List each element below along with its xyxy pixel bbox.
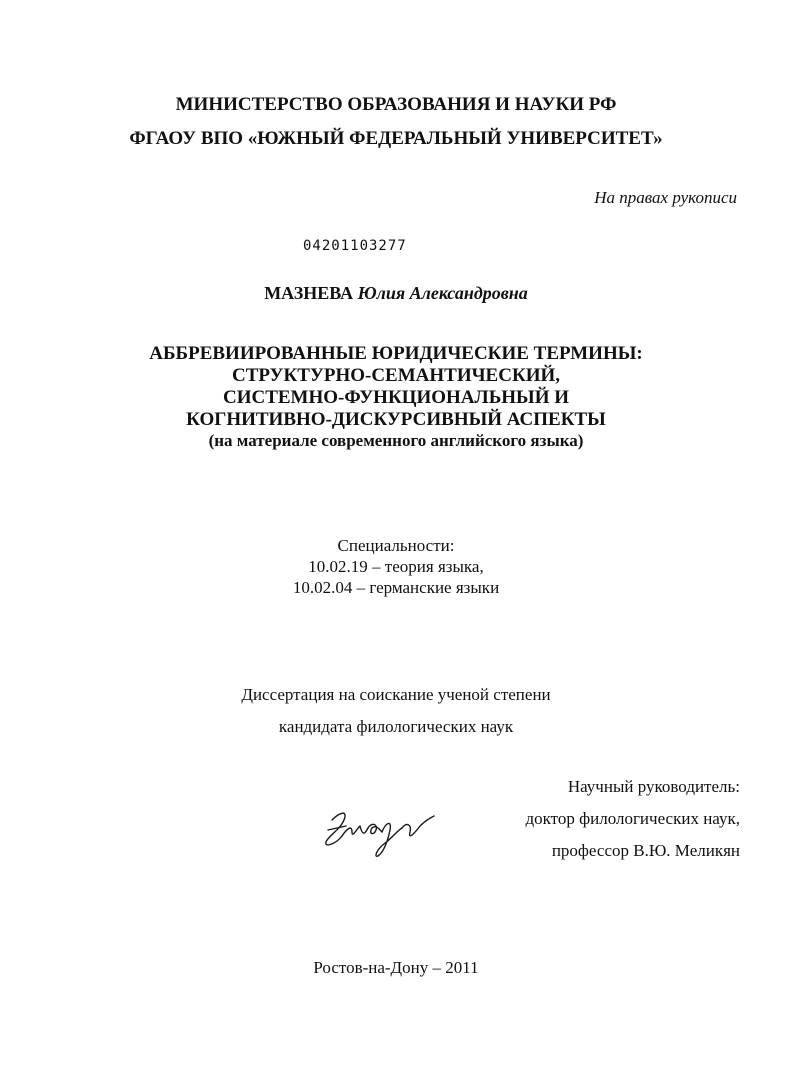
- degree-statement: [0, 679, 792, 743]
- title-line: АББРЕВИИРОВАННЫЕ ЮРИДИЧЕСКИЕ ТЕРМИНЫ:: [149, 343, 643, 364]
- rights-note: На правах рукописи: [594, 188, 737, 207]
- degree-line-2: кандидата филологических наук: [278, 717, 514, 736]
- specialty-item: 10.02.04 – германские языки: [292, 578, 500, 597]
- dissertation-subtitle: (на материале современного английского языка): [208, 431, 584, 450]
- adviser-name: профессор В.Ю. Меликян: [551, 841, 740, 860]
- title-line: КОГНИТИВНО-ДИСКУРСИВНЫЙ АСПЕКТЫ: [186, 409, 606, 430]
- author-name: [0, 283, 792, 304]
- degree-line-1: Диссертация на соискание ученой степени: [241, 685, 551, 704]
- adviser-label: Научный руководитель:: [567, 777, 740, 796]
- title-line: СИСТЕМНО-ФУНКЦИОНАЛЬНЫЙ И: [222, 387, 570, 408]
- dissertation-title: [0, 343, 792, 431]
- ministry-heading: МИНИСТЕРСТВО ОБРАЗОВАНИЯ И НАУКИ РФ: [175, 94, 617, 115]
- author-given-names: Юлия Александровна: [357, 283, 528, 303]
- specialty-item: 10.02.19 – теория языка,: [308, 557, 484, 576]
- author-surname: МАЗНЕВА: [264, 283, 354, 303]
- university-heading: ФГАОУ ВПО «ЮЖНЫЙ ФЕДЕРАЛЬНЫЙ УНИВЕРСИТЕТ»: [129, 128, 663, 149]
- adviser-degree: доктор филологических наук,: [525, 809, 740, 828]
- adviser-block: [525, 771, 740, 867]
- specialties-block: [0, 535, 792, 598]
- city-year: Ростов-на-Дону – 2011: [313, 958, 479, 977]
- title-line: СТРУКТУРНО-СЕМАНТИЧЕСКИЙ,: [231, 365, 561, 386]
- registry-code: 04201103277: [303, 238, 407, 254]
- specialties-heading: Специальности:: [337, 536, 455, 555]
- signature-icon: [318, 800, 440, 860]
